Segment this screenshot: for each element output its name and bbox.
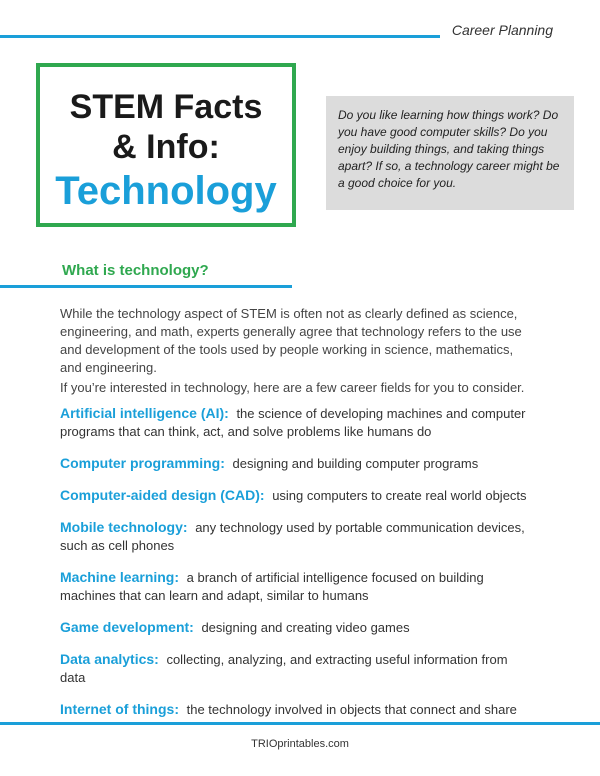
career-definition: the technology involved in objects that connect and share	[186, 702, 517, 717]
category-label: Career Planning	[451, 22, 553, 38]
section-heading: What is technology?	[62, 262, 209, 279]
title-topic: Technology	[55, 169, 277, 213]
career-term: Computer-aided design (CAD):	[60, 487, 265, 503]
footer-site: TRIOprintables.com	[251, 738, 349, 750]
career-item-iot	[60, 700, 530, 719]
careers-lead-paragraph: If you’re interested in technology, here are a few career fields for you to consider.	[60, 380, 525, 395]
career-definition: designing and building computer programs	[232, 456, 479, 471]
title-box	[36, 63, 296, 227]
career-term: Computer programming:	[60, 455, 225, 471]
career-term: Data analytics:	[60, 651, 159, 667]
title-line-2: & Info:	[112, 128, 220, 166]
career-definition: a branch of artificial intelligence focused on building machines that can learn and adapt, similar to humans	[60, 570, 484, 603]
career-definition: the science of developing machines and computer programs that can think, act, and solve problems like humans do	[60, 406, 526, 439]
intro-paragraph: While the technology aspect of STEM is often not as clearly defined as science, engineering, and math, experts generally agree that technology refers to the use and development of the tools used by people working in science, mathematics, and engineering.	[60, 306, 522, 375]
career-item-programming	[60, 454, 530, 473]
career-list	[60, 404, 530, 732]
career-term: Machine learning:	[60, 569, 180, 585]
header-rule	[0, 35, 440, 38]
career-definition: using computers to create real world objects	[272, 488, 527, 503]
career-definition: collecting, analyzing, and extracting useful information from data	[60, 652, 508, 685]
section-rule	[0, 285, 292, 288]
career-item-machine-learning	[60, 568, 530, 605]
career-item-cad	[60, 486, 530, 505]
career-term: Artificial intelligence (AI):	[60, 405, 229, 421]
career-item-data-analytics	[60, 650, 530, 687]
intro-callout: Do you like learning how things work? Do you have good computer skills? Do you enjoy building things, and taking things apart? If so, a technology career might be a good choice for you.	[326, 96, 574, 210]
career-item-game-development	[60, 618, 530, 637]
career-term: Mobile technology:	[60, 519, 188, 535]
career-definition: designing and creating video games	[201, 620, 410, 635]
career-item-mobile	[60, 518, 530, 555]
title-line-1: STEM Facts	[69, 88, 263, 126]
career-definition: any technology used by portable communication devices, such as cell phones	[60, 520, 525, 553]
career-term: Game development:	[60, 619, 194, 635]
footer-rule	[0, 722, 600, 725]
career-term: Internet of things:	[60, 701, 179, 717]
career-item-ai	[60, 404, 530, 441]
